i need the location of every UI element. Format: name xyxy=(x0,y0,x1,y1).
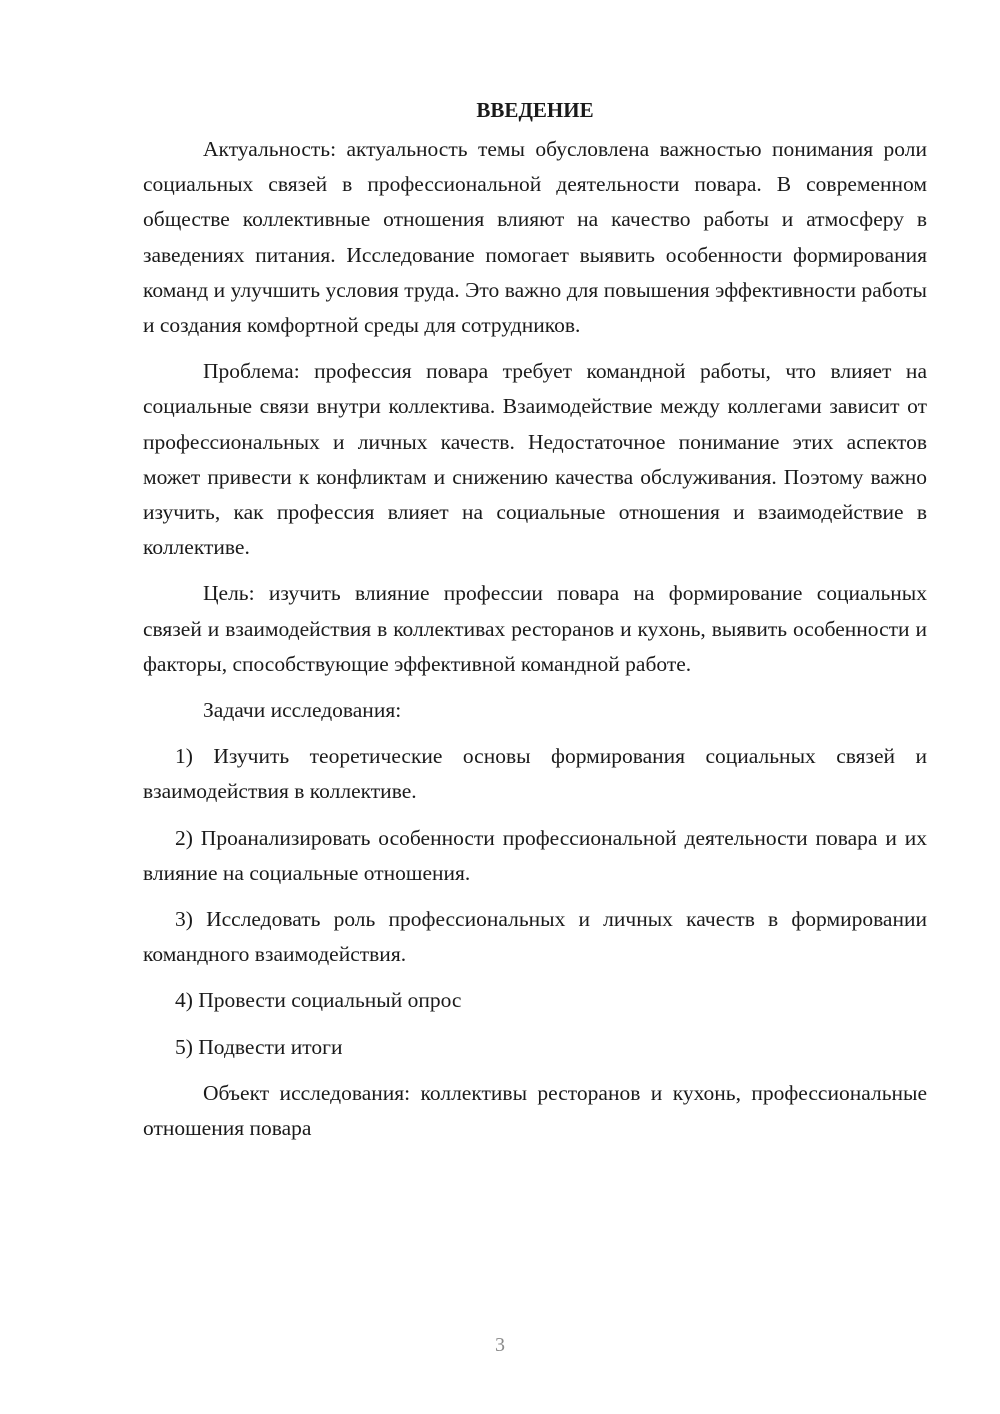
paragraph-object: Объект исследования: коллективы ресторанов и кухонь, профессиональные отношения повара xyxy=(143,1080,927,1141)
paragraph-problem: Проблема: профессия повара требует командной работы, что влияет на социальные связи внутри коллектива. Взаимодействие между коллегами зависит от профессиональных и личных качеств. Недостаточное понимание этих аспектов может привести к конфликтам и снижению качества обслуживания. Поэтому важно изучить, как профессия влияет на социальные отношения и взаимодействие в коллективе. xyxy=(143,359,927,560)
section-title: ВВЕДЕНИЕ xyxy=(476,98,594,122)
task-item-1: 1) Изучить теоретические основы формирования социальных связей и взаимодействия в коллективе. xyxy=(143,744,927,804)
paragraph-goal: Цель: изучить влияние профессии повара на формирование социальных связей и взаимодействия в коллективах ресторанов и кухонь, выявить особенности и факторы, способствующие эффективной командной работе. xyxy=(143,581,927,676)
paragraph-relevance: Актуальность: актуальность темы обусловлена важностью понимания роли социальных связей в профессиональной деятельности повара. В современном обществе коллективные отношения влияют на качество работы и атмосферу в заведениях питания. Исследование помогает выявить особенности формирования команд и улучшить условия труда. Это важно для повышения эффективности работы и создания комфортной среды для сотрудников. xyxy=(143,137,927,338)
task-item-2: 2) Проанализировать особенности профессиональной деятельности повара и их влияние на социальные отношения. xyxy=(143,825,927,885)
page-number: 3 xyxy=(495,1334,505,1356)
task-item-3: 3) Исследовать роль профессиональных и личных качеств в формировании командного взаимодействия. xyxy=(143,907,927,967)
task-item-4: 4) Провести социальный опрос xyxy=(175,988,462,1013)
tasks-heading: Задачи исследования: xyxy=(203,698,402,723)
document-page xyxy=(143,92,927,1157)
task-item-5: 5) Подвести итоги xyxy=(175,1034,343,1059)
